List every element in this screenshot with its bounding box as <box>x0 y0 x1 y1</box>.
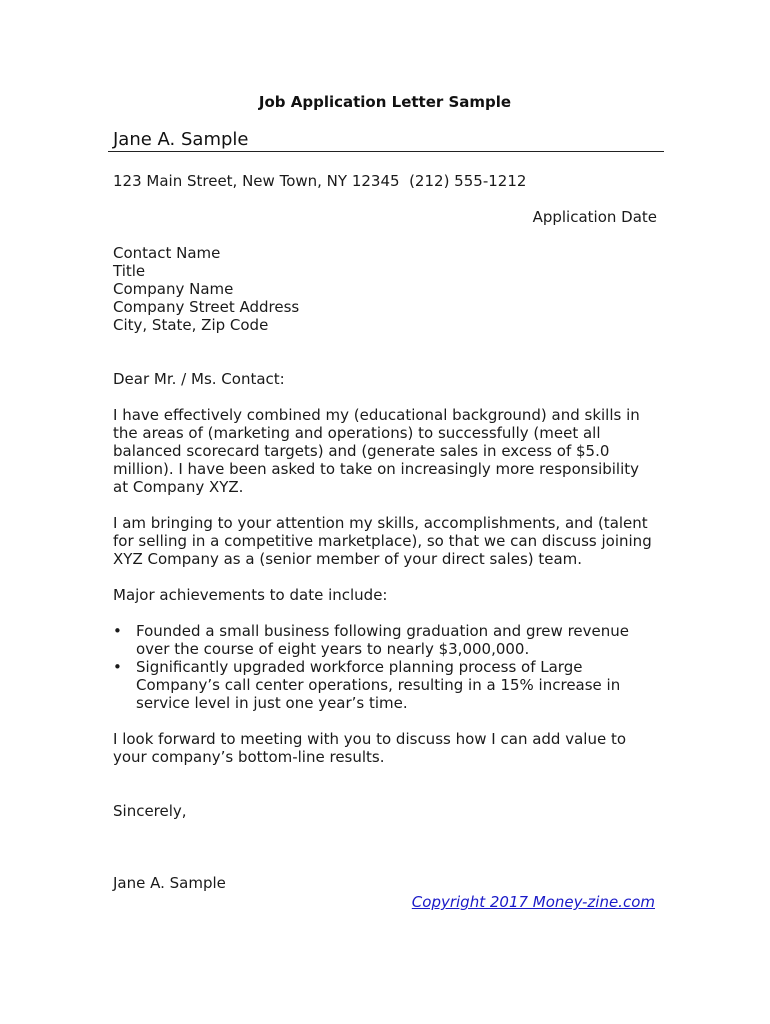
list-item <box>113 658 673 712</box>
copyright-link[interactable]: Copyright 2017 Money-zine.com <box>411 893 655 911</box>
bullet-icon: • <box>113 658 122 676</box>
closing-salutation: Sincerely, <box>113 802 187 820</box>
paragraph-line: balanced scorecard targets) and (generate sales in excess of $5.0 <box>113 442 610 460</box>
list-item-line: Founded a small business following graduation and grew revenue <box>136 622 629 640</box>
recipient-title: Title <box>113 262 146 280</box>
paragraph-line: the areas of (marketing and operations) to successfully (meet all <box>113 424 601 442</box>
list-item-line: over the course of eight years to nearly $3,000,000. <box>136 640 530 658</box>
achievements-list <box>113 622 673 712</box>
achievements-intro: Major achievements to date include: <box>113 586 388 604</box>
recipient-block <box>113 244 673 334</box>
recipient-street-address: Company Street Address <box>113 298 300 316</box>
recipient-contact-name: Contact Name <box>113 244 221 262</box>
bullet-icon: • <box>113 622 122 640</box>
recipient-company-name: Company Name <box>113 280 234 298</box>
salutation: Dear Mr. / Ms. Contact: <box>113 370 285 388</box>
application-date: Application Date <box>532 208 657 226</box>
paragraph-attention <box>113 514 673 568</box>
paragraph-background <box>113 406 673 496</box>
header-divider <box>108 151 664 152</box>
list-item-line: Significantly upgraded workforce planning process of Large <box>136 658 583 676</box>
paragraph-closing <box>113 730 673 766</box>
list-item-line: Company’s call center operations, resulting in a 15% increase in <box>136 676 621 694</box>
sender-address: 123 Main Street, New Town, NY 12345 (212) 555-1212 <box>113 172 527 190</box>
paragraph-line: at Company XYZ. <box>113 478 244 496</box>
list-item <box>113 622 673 658</box>
paragraph-line: I have effectively combined my (educational background) and skills in <box>113 406 640 424</box>
paragraph-line: your company’s bottom-line results. <box>113 748 385 766</box>
signature-name: Jane A. Sample <box>113 874 226 892</box>
paragraph-line: for selling in a competitive marketplace), so that we can discuss joining <box>113 532 652 550</box>
list-item-line: service level in just one year’s time. <box>136 694 408 712</box>
paragraph-line: million). I have been asked to take on increasingly more responsibility <box>113 460 640 478</box>
paragraph-line: XYZ Company as a (senior member of your direct sales) team. <box>113 550 583 568</box>
sender-name: Jane A. Sample <box>113 129 249 150</box>
paragraph-line: I am bringing to your attention my skills, accomplishments, and (talent <box>113 514 648 532</box>
paragraph-line: I look forward to meeting with you to discuss how I can add value to <box>113 730 627 748</box>
recipient-city-state-zip: City, State, Zip Code <box>113 316 269 334</box>
document-title: Job Application Letter Sample <box>258 93 512 111</box>
